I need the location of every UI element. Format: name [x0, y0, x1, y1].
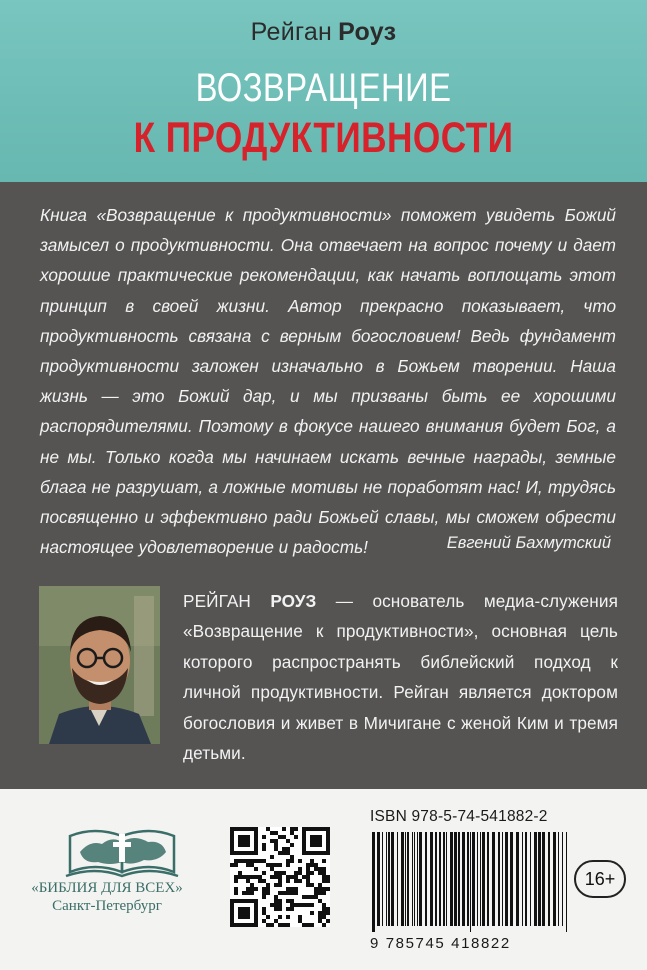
author-photo [39, 586, 160, 744]
publisher-name: «БИБЛИЯ ДЛЯ ВСЕХ» [31, 880, 183, 896]
barcode-icon [372, 832, 568, 932]
bio-name-last: РОУЗ [270, 591, 317, 611]
qr-code-icon [230, 827, 330, 927]
book-title-line1: ВОЗВРАЩЕНИЕ [195, 66, 452, 110]
isbn-label: ISBN 978-5-74-541882-2 [370, 808, 548, 825]
open-book-map-icon [40, 822, 210, 882]
blurb-signature: Евгений Бахмутский [446, 534, 611, 552]
bio-name-first: РЕЙГАН [183, 591, 251, 611]
author-name [0, 18, 647, 47]
bio-text: — основатель медиа-служения «Возвращение к продуктивности», основная цель которого распространять библейский подход к личной продуктивности. Рейган является доктором богословия и живет в Мичигане с женой Ким и тремя детьми. [183, 591, 618, 764]
author-portrait-icon [39, 586, 160, 744]
qr-code [230, 827, 330, 927]
book-blurb: Книга «Возвращение к продуктивности» поможет увидеть Божий замысел о продуктивности. Она отвечает на вопрос почему и дает хорошие практические рекомендации, как начать воплощать этот принцип в своей жизни. Автор прекрасно показывает, что продуктивность связана с верным богословием! Ведь фундамент продуктивности заложен изначально в Божьем творении. Наша жизнь — это Божий дар, и мы призваны быть ее хорошими распорядителями. Поэтому в фокусе нашего внимания будет Бог, а не мы. Только когда мы начинаем искать вечные награды, земные блага не разрушат, а ложные мотивы не поработят нас! И, трудясь посвященно и эффективно ради Божьей славы, мы сможем обрести настоящее удовлетворение и радость! [40, 205, 616, 558]
author-first-name: Рейган [250, 18, 333, 46]
publisher-logo [40, 822, 210, 932]
author-bio [183, 586, 618, 768]
barcode-digits: 9 785745 418822 [370, 935, 511, 952]
publisher-city: Санкт-Петербург [52, 898, 162, 914]
age-rating-badge: 16+ [574, 860, 626, 898]
book-title-line2: К ПРОДУКТИВНОСТИ [133, 114, 514, 162]
author-last-name: Роуз [338, 18, 397, 46]
